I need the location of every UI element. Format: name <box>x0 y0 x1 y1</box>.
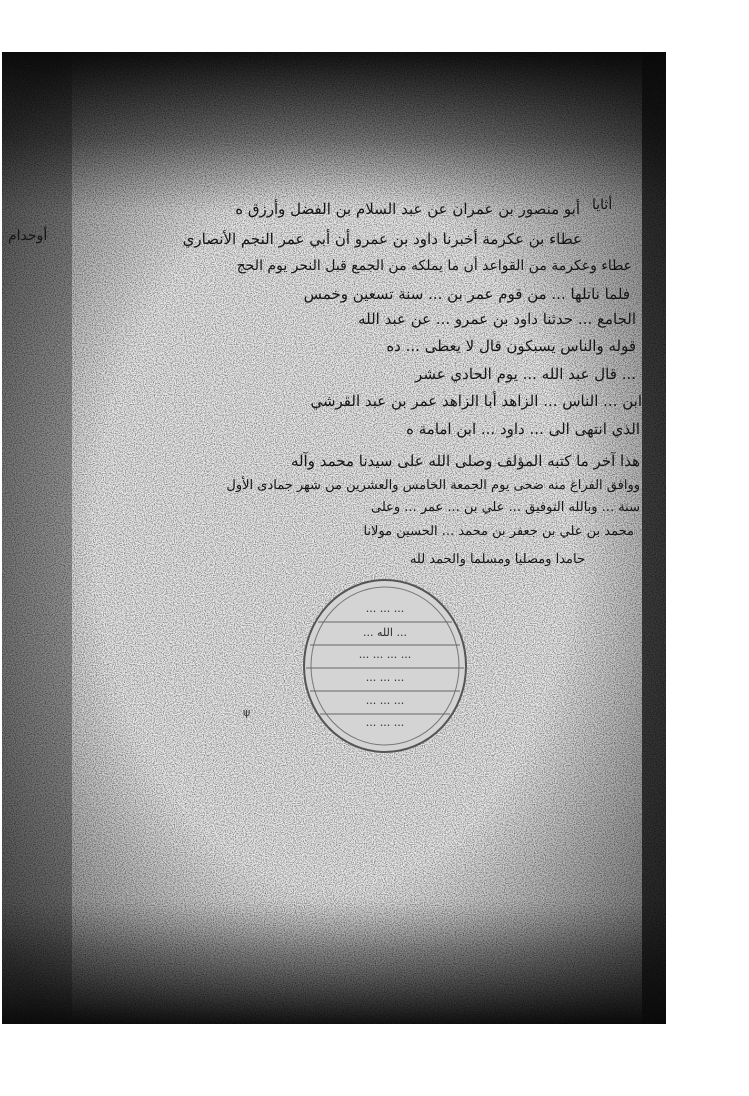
text-line: سنة ... وبالله التوفيق ... علي بن ... عمر ... وعلى <box>370 500 640 515</box>
text-line: الجامع ... حدثنا داود بن عمرو ... عن عبد الله <box>358 310 636 328</box>
seal-line: ... ... ... <box>365 602 405 615</box>
text-line: حامدا ومصليا ومسلما والحمد لله <box>409 552 585 567</box>
text-line: عطاء بن عكرمة أخبرنا داود بن عمرو أن أبي عمر النجم الأنصاري <box>182 230 582 248</box>
stray-mark: ψ <box>243 706 251 719</box>
text-line: محمد بن علي بن جعفر بن محمد ... الحسين مولانا <box>363 524 634 539</box>
text-line: قوله والناس يسبكون قال لا يعطى ... ده <box>386 337 636 355</box>
seal-inscription <box>302 578 468 754</box>
seal-line: ... ... ... <box>365 694 405 707</box>
text-line: فلما ناتلها ... من قوم عمر بن ... سنة تسعين وخمس <box>303 285 630 303</box>
text-line: ووافق الفراغ منه ضحى يوم الجمعة الخامس والعشرين من شهر جمادى الأول <box>226 478 640 493</box>
seal-line: ... ... ... ... <box>358 648 412 661</box>
text-line: عطاء وعكرمة من القواعد أن ما يملكه من الجمع قبل النحر يوم الحج <box>236 258 632 274</box>
margin-note-left: أوحدام <box>8 228 48 244</box>
seal-line: ... ... ... <box>365 671 405 684</box>
seal-line: ... ... ... <box>365 716 405 729</box>
margin-note-right: أثايا <box>592 197 613 213</box>
text-line: ... قال عبد الله ... يوم الحادي عشر <box>415 365 636 383</box>
text-line: ابن ... الناس ... الزاهد أبا الزاهد عمر بن عبد القرشي <box>310 392 642 410</box>
seal-line: ... الله ... <box>363 626 407 639</box>
text-line: الذي انتهى الى ... داود ... ابن امامة ه <box>406 420 640 438</box>
text-line: هذا آخر ما كتبه المؤلف وصلى الله على سيدنا محمد وآله <box>290 452 640 470</box>
text-line: أبو منصور بن عمران عن عبد السلام بن الفضل وأرزق ه <box>235 200 580 218</box>
